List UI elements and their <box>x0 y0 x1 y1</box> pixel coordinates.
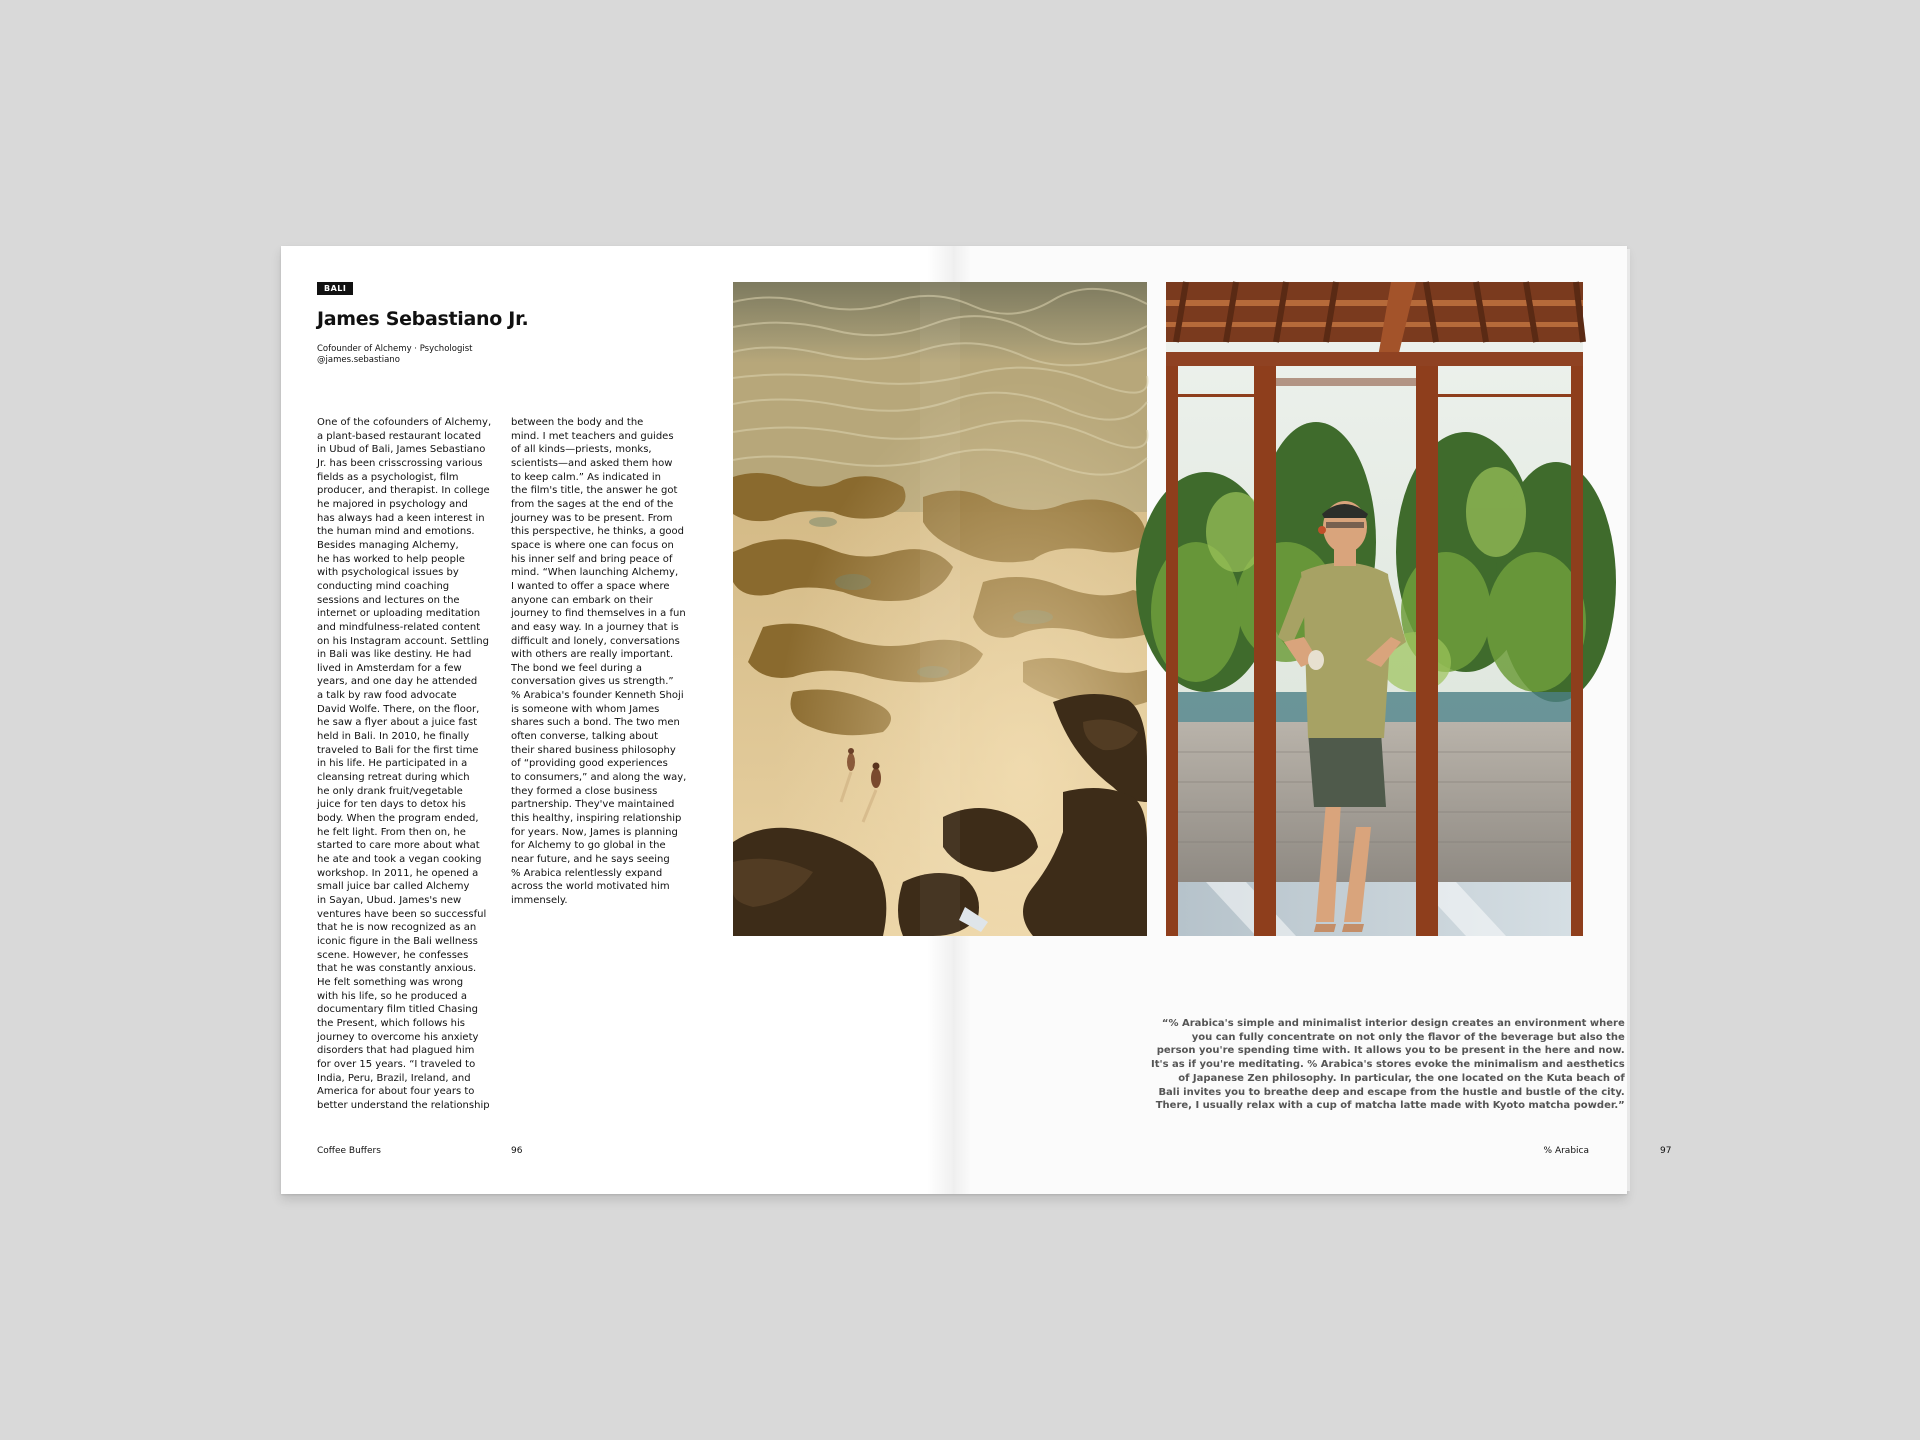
profile-name: James Sebastiano Jr. <box>317 308 529 330</box>
footer-title-left: Coffee Buffers <box>317 1146 381 1156</box>
profile-handle: @james.sebastiano <box>317 355 400 365</box>
pull-quote: “% Arabica's simple and minimalist interior design creates an environment where you can fully concentrate on not only the flavor of the beverage but also the person you're spending time with. It allows you to be present in the here and now. It's as if you're meditating. % Arabica's stores evoke the minimalism and aesthetics of Japanese Zen philosophy. In particular, the one located on the Kuta beach of Bali invites you to breathe deep and escape from the hustle and bustle of the city. There, I usually relax with a cup of matcha latte made with Kyoto matcha powder.” <box>1151 1018 1625 1112</box>
footer-title-right: % Arabica <box>1543 1146 1589 1156</box>
location-tag: BALI <box>317 282 353 295</box>
profile-role: Cofounder of Alchemy · Psychologist <box>317 344 473 354</box>
body-column-2: between the body and the mind. I met teachers and guides of all kinds—priests, monks, scientists—and asked them how to keep calm.” As indicated in the film's title, the answer he got from the sages at the end of the journey was to be present. From this perspective, he thinks, a good space is where one can focus on his inner self and bring peace of mind. “When launching Alchemy, I wanted to offer a space where anyone can embark on their journey to find themselves in a fun and easy way. In a journey that is difficult and lonely, conversations with others are really important. The bond we feel during a conversation gives us strength.” % Arabica's founder Kenneth Shoji is someone with whom James shares such a bond. The two men often converse, talking about their shared business philosophy of “providing good experiences to consumers,” and along the way, they formed a close business partnership. They've maintained this healthy, inspiring relationship for years. Now, James is planning for Alchemy to go global in the near future, and he says seeing % Arabica relentlessly expand across the world motivated him immensely. <box>511 417 687 906</box>
body-column-1: One of the cofounders of Alchemy, a plant-based restaurant located in Ubud of Bali, James Sebastiano Jr. has been crisscrossing various fields as a psychologist, film producer, and therapist. In college he majored in psychology and has always had a keen interest in the human mind and emotions. Besides managing Alchemy, he has worked to help people with psychological issues by conducting mind coaching sessions and lectures on the internet or uploading meditation and mindfulness-related content on his Instagram account. Settling in Bali was like destiny. He had lived in Amsterdam for a few years, and one day he attended a talk by raw food advocate David Wolfe. There, on the floor, he saw a flyer about a juice fast held in Bali. In 2010, he finally traveled to Bali for the first time in his life. He participated in a cleansing retreat during which he only drank fruit/vegetable juice for ten days to detox his body. When the program ended, he felt light. From then on, he started to care more about what he ate and took a vegan cooking workshop. In 2011, he opened a small juice bar called Alchemy in Sayan, Ubud. James's new ventures have been so successful that he is now recognized as an iconic figure in the Bali wellness scene. However, he confesses that he was constantly anxious. He felt something was wrong with his life, so he produced a documentary film titled Chasing the Present, which follows his journey to overcome his anxiety disorders that had plagued him for over 15 years. “I traveled to India, Peru, Brazil, Ireland, and America for about four years to better understand the relationship <box>317 417 492 1111</box>
page-number-right: 97 <box>1660 1146 1672 1156</box>
page-number-left: 96 <box>511 1146 523 1156</box>
beach-photo <box>733 282 1147 936</box>
page-edge <box>1627 249 1630 1191</box>
portrait-photo <box>1166 282 1583 936</box>
magazine-spread <box>281 246 1672 1194</box>
